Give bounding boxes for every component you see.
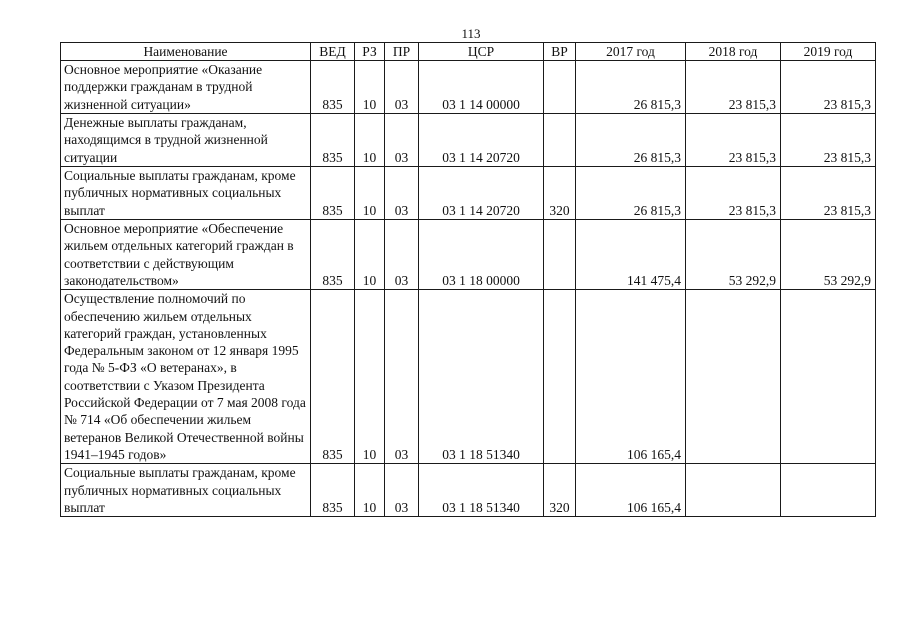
row-2018 — [686, 464, 781, 517]
row-csr: 03 1 14 20720 — [419, 167, 544, 220]
row-name: Основное мероприятие «Оказание поддержки гражданам в трудной жизненной ситуации» — [61, 61, 311, 114]
row-pr: 03 — [385, 114, 419, 167]
row-vr — [544, 220, 576, 290]
row-vr: 320 — [544, 464, 576, 517]
row-name: Социальные выплаты гражданам, кроме публичных нормативных социальных выплат — [61, 464, 311, 517]
header-pr: ПР — [385, 43, 419, 61]
table-row — [61, 290, 876, 464]
row-2019 — [781, 464, 876, 517]
row-2017: 26 815,3 — [576, 167, 686, 220]
row-ved: 835 — [311, 290, 355, 464]
header-rz: РЗ — [355, 43, 385, 61]
header-csr: ЦСР — [419, 43, 544, 61]
row-2019: 23 815,3 — [781, 167, 876, 220]
page-number: 113 — [461, 26, 481, 41]
row-2018: 53 292,9 — [686, 220, 781, 290]
table-row — [61, 167, 876, 220]
row-pr: 03 — [385, 167, 419, 220]
row-rz: 10 — [355, 290, 385, 464]
row-pr: 03 — [385, 464, 419, 517]
row-2017: 26 815,3 — [576, 114, 686, 167]
row-ved: 835 — [311, 167, 355, 220]
row-csr: 03 1 14 00000 — [419, 61, 544, 114]
row-pr: 03 — [385, 290, 419, 464]
table-row — [61, 114, 876, 167]
row-ved: 835 — [311, 220, 355, 290]
row-name: Осуществление полномочий по обеспечению жильем отдельных категорий граждан, установленных Федеральным законом от 12 января 1995 года № 5-ФЗ «О ветеранах», в соответствии с Указом Президента Российской Федерации от 7 мая 2008 года № 714 «Об обеспечении жильем ветеранов Великой Отечественной войны 1941–1945 годов» — [61, 290, 311, 464]
row-csr: 03 1 18 51340 — [419, 290, 544, 464]
row-name: Денежные выплаты гражданам, находящимся в трудной жизненной ситуации — [61, 114, 311, 167]
row-ved: 835 — [311, 464, 355, 517]
row-2017: 141 475,4 — [576, 220, 686, 290]
row-rz: 10 — [355, 61, 385, 114]
row-rz: 10 — [355, 114, 385, 167]
row-vr — [544, 290, 576, 464]
row-pr: 03 — [385, 61, 419, 114]
row-2019: 53 292,9 — [781, 220, 876, 290]
header-2017: 2017 год — [576, 43, 686, 61]
budget-table — [60, 42, 876, 517]
table-row — [61, 220, 876, 290]
table-row — [61, 464, 876, 517]
row-2018: 23 815,3 — [686, 114, 781, 167]
row-2018 — [686, 290, 781, 464]
row-rz: 10 — [355, 464, 385, 517]
row-2019: 23 815,3 — [781, 114, 876, 167]
row-ved: 835 — [311, 61, 355, 114]
row-vr — [544, 114, 576, 167]
row-2017: 26 815,3 — [576, 61, 686, 114]
header-2018: 2018 год — [686, 43, 781, 61]
header-vr: ВР — [544, 43, 576, 61]
row-csr: 03 1 14 20720 — [419, 114, 544, 167]
header-row — [61, 43, 876, 61]
row-2017: 106 165,4 — [576, 464, 686, 517]
row-vr: 320 — [544, 167, 576, 220]
row-2018: 23 815,3 — [686, 61, 781, 114]
table-row — [61, 61, 876, 114]
header-2019: 2019 год — [781, 43, 876, 61]
row-csr: 03 1 18 00000 — [419, 220, 544, 290]
row-csr: 03 1 18 51340 — [419, 464, 544, 517]
row-rz: 10 — [355, 220, 385, 290]
row-2018: 23 815,3 — [686, 167, 781, 220]
row-2019: 23 815,3 — [781, 61, 876, 114]
header-name: Наименование — [61, 43, 311, 61]
row-vr — [544, 61, 576, 114]
row-rz: 10 — [355, 167, 385, 220]
row-pr: 03 — [385, 220, 419, 290]
row-2017: 106 165,4 — [576, 290, 686, 464]
row-name: Основное мероприятие «Обеспечение жильем отдельных категорий граждан в соответствии с действующим законодательством» — [61, 220, 311, 290]
row-name: Социальные выплаты гражданам, кроме публичных нормативных социальных выплат — [61, 167, 311, 220]
row-2019 — [781, 290, 876, 464]
header-ved: ВЕД — [311, 43, 355, 61]
row-ved: 835 — [311, 114, 355, 167]
